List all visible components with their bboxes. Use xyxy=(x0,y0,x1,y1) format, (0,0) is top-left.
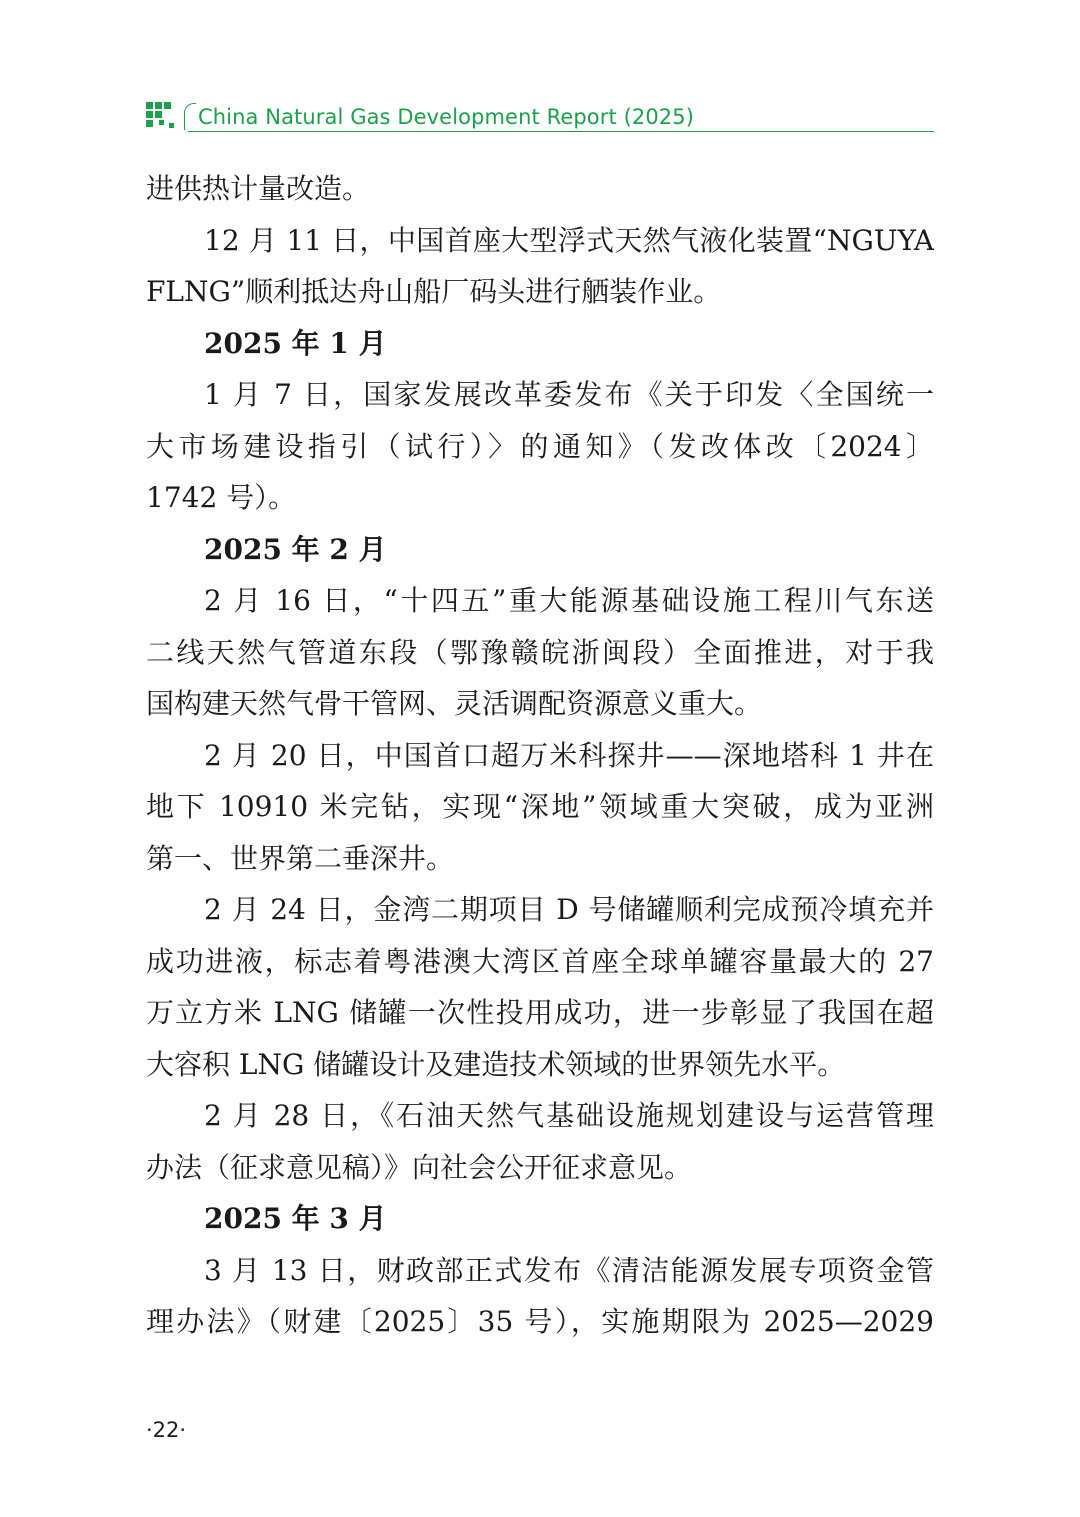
text-line: 国构建天然气骨干管网、灵活调配资源意义重大。 xyxy=(146,687,763,720)
text-line: 3 月 13 日，财政部正式发布《清洁能源发展专项资金管 xyxy=(204,1253,934,1287)
section-heading: 2025 年 1 月 xyxy=(204,326,387,360)
text-line: 2 月 28 日，《石油天然气基础设施规划建设与运营管理 xyxy=(204,1099,934,1132)
text-line: 2 月 20 日，中国首口超万米科探井——深地塔科 1 井在 xyxy=(204,738,934,772)
running-header xyxy=(146,100,934,134)
text-line: 进供热计量改造。 xyxy=(146,172,371,205)
text-line: 12 月 11 日，中国首座大型浮式天然气液化装置“NGUYA xyxy=(204,223,934,257)
text-line: 2 月 24 日，金湾二期项目 D 号储罐顺利完成预冷填充并 xyxy=(204,893,934,926)
header-bracket-decoration xyxy=(184,103,196,130)
header-title: China Natural Gas Development Report (2025) xyxy=(198,105,695,129)
text-line: 地下 10910 米完钻，实现“深地”领域重大突破，成为亚洲 xyxy=(146,790,934,823)
text-line: FLNG”顺利抵达舟山船厂码头进行舾装作业。 xyxy=(146,275,722,308)
text-line: 1742 号）。 xyxy=(146,481,297,514)
green-pixel-logo-icon xyxy=(146,102,176,130)
text-line: 成功进液，标志着粤港澳大湾区首座全球单罐容量最大的 27 xyxy=(146,944,934,978)
text-line: 办法（征求意见稿）》向社会公开征求意见。 xyxy=(146,1150,693,1184)
body-text xyxy=(146,163,934,1348)
header-rule xyxy=(188,131,934,132)
page-number: ·22· xyxy=(146,1418,187,1442)
text-line: 大市场建设指引（试行）〉的通知》（发改体改〔2024〕 xyxy=(146,429,934,463)
section-heading: 2025 年 2 月 xyxy=(204,532,387,566)
text-line: 第一、世界第二垂深井。 xyxy=(146,841,455,875)
text-line: 二线天然气管道东段（鄂豫赣皖浙闽段）全面推进，对于我 xyxy=(146,635,934,669)
text-line: 2 月 16 日，“十四五”重大能源基础设施工程川气东送 xyxy=(204,584,934,617)
section-heading: 2025 年 3 月 xyxy=(204,1202,387,1235)
text-line: 1 月 7 日，国家发展改革委发布《关于印发〈全国统一 xyxy=(204,378,934,411)
text-line: 万立方米 LNG 储罐一次性投用成功，进一步彰显了我国在超 xyxy=(146,996,934,1029)
text-line: 理办法》（财建〔2025〕35 号），实施期限为 2025—2029 xyxy=(146,1305,934,1338)
text-line: 大容积 LNG 储罐设计及建造技术领域的世界领先水平。 xyxy=(146,1047,846,1081)
